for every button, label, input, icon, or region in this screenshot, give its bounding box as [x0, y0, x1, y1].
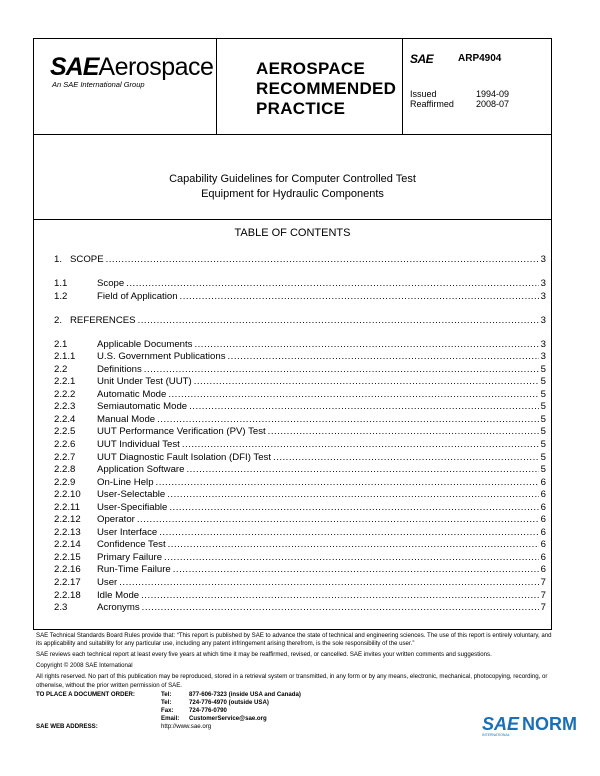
toc-entry-title: REFERENCES	[70, 314, 136, 326]
email-label: Email:	[161, 715, 180, 722]
toc-leader-dots	[126, 278, 538, 290]
watermark-brand: SAE	[482, 714, 520, 734]
toc-entry-page: 5	[540, 464, 546, 476]
toc-leader-dots	[141, 590, 539, 602]
toc-leader-dots	[142, 602, 539, 614]
toc-entry[interactable]	[54, 590, 546, 602]
toc-entry-number: 2.2.13	[54, 526, 81, 538]
toc-entry-title: Operator	[97, 514, 135, 526]
toc-entry-title: Application Software	[97, 464, 185, 476]
toc-entry-page: 5	[540, 438, 546, 450]
toc-leader-dots	[186, 464, 538, 476]
toc-entry[interactable]	[54, 502, 546, 514]
header-divider-1	[216, 39, 217, 134]
logo-brand: SAE	[50, 53, 99, 81]
toc-entry-number: 2.2.7	[54, 451, 76, 463]
toc-entry-number: 2.2.4	[54, 413, 76, 425]
toc-entry[interactable]	[54, 489, 546, 501]
toc-entry-title: UUT Individual Test	[97, 438, 180, 450]
reaffirmed-label: Reaffirmed	[410, 99, 454, 109]
toc-entry-number: 2.1	[54, 338, 68, 350]
toc-entry-number: 2.3	[54, 602, 68, 614]
toc-entry-number: 2.2.9	[54, 476, 76, 488]
watermark-word: NORM	[522, 714, 578, 734]
toc-entry-page: 3	[540, 314, 546, 326]
document-number: ARP4904	[458, 53, 502, 64]
toc-entry[interactable]	[54, 452, 546, 464]
document-title	[34, 172, 551, 202]
toc-entry-page: 5	[540, 451, 546, 463]
toc-leader-dots	[167, 489, 538, 501]
toc-entry-number: 2.2.17	[54, 577, 81, 588]
toc-entry[interactable]	[54, 439, 546, 451]
footer-review: SAE reviews each technical report at least every five years at which time it may be reaffirmed, revised, or cancelled. SAE invites your written comments and suggestions.	[36, 651, 492, 659]
toc-entry-number: 2.	[54, 314, 63, 326]
toc-entry-number: 1.2	[54, 290, 68, 302]
toc-leader-dots	[106, 254, 539, 266]
doc-type-line3: PRACTICE	[256, 99, 346, 118]
toc-entry-page: 6	[540, 564, 546, 576]
fax-label: Fax:	[161, 707, 174, 714]
toc-entry-title: Applicable Documents	[97, 338, 193, 350]
toc-leader-dots	[180, 291, 539, 303]
toc-leader-dots	[182, 439, 539, 451]
header-bottom-rule	[34, 134, 551, 135]
toc-leader-dots	[144, 364, 539, 376]
doc-type-line2: RECOMMENDED	[256, 79, 397, 98]
issued-row	[410, 89, 509, 99]
toc-entry-page: 6	[540, 501, 546, 513]
toc-entry-number: 1.1	[54, 278, 68, 289]
toc-entry[interactable]	[54, 552, 546, 564]
toc-leader-dots	[194, 376, 539, 388]
toc-entry[interactable]	[54, 426, 546, 438]
toc-leader-dots	[138, 315, 539, 327]
toc-entry-title: Field of Application	[97, 290, 178, 302]
toc-entry-number: 2.1.1	[54, 351, 76, 363]
toc-entry-number: 1.	[54, 254, 63, 265]
issued-label: Issued	[410, 89, 437, 99]
toc-entry-number: 2.2.12	[54, 514, 81, 526]
toc-entry[interactable]	[54, 254, 546, 266]
toc-entry-page: 5	[540, 426, 546, 438]
toc-entry[interactable]	[54, 376, 546, 388]
toc-entry-title: Unit Under Test (UUT)	[97, 376, 192, 388]
toc-leader-dots	[137, 514, 539, 526]
tel-label: Tel:	[161, 691, 172, 698]
toc-entry[interactable]	[54, 389, 546, 401]
toc-entry-page: 6	[540, 539, 546, 551]
toc-entry[interactable]	[54, 339, 546, 351]
order-label: TO PLACE A DOCUMENT ORDER:	[36, 691, 135, 698]
toc-entry-page: 5	[540, 413, 546, 425]
title-line1: Capability Guidelines for Computer Controlled Test	[169, 173, 416, 185]
toc-entry[interactable]	[54, 564, 546, 576]
toc-entry-page: 7	[540, 589, 546, 601]
toc-leader-dots	[189, 401, 539, 413]
footer-copyright: Copyright © 2008 SAE International	[36, 662, 133, 670]
toc-entry[interactable]	[54, 577, 546, 589]
toc-entry-title: Idle Mode	[97, 589, 140, 601]
toc-entry-title: User	[97, 577, 118, 588]
toc-leader-dots	[173, 564, 539, 576]
toc-entry-page: 5	[540, 388, 546, 400]
toc-entry-page: 3	[540, 290, 546, 302]
toc-leader-dots	[228, 351, 539, 363]
toc-leader-dots	[168, 389, 538, 401]
toc-entry[interactable]	[54, 464, 546, 476]
toc-entry-title: User-Specifiable	[97, 501, 168, 513]
footer-rules: SAE Technical Standards Board Rules provide that: “This report is published by SAE to advance the state of technical and engineering sciences. The use of this report is entirely voluntary, and its applicability and suitability for any particular use, including any patent infringement arising therefrom, is the sole responsibility of the user.”	[36, 632, 552, 648]
toc-entry-page: 3	[540, 338, 546, 350]
toc-heading: TABLE OF CONTENTS	[234, 227, 351, 239]
footer-legal	[36, 632, 556, 692]
toc-entry-title: U.S. Government Publications	[97, 351, 226, 363]
toc-entry-title: Acronyms	[97, 602, 140, 614]
title-line2: Equipment for Hydraulic Components	[201, 188, 384, 200]
toc-entry-number: 2.2.1	[54, 376, 76, 388]
tel-value: 877-606-7323 (inside USA and Canada)	[189, 691, 301, 698]
watermark-tagline: INTERNATIONAL	[482, 733, 510, 737]
toc-entry-title: Definitions	[97, 363, 142, 375]
tel2-value: 724-776-4970 (outside USA)	[189, 699, 269, 706]
toc-entry[interactable]	[54, 514, 546, 526]
toc-entry-number: 2.2.11	[54, 501, 80, 513]
logo-tagline: An SAE International Group	[52, 80, 145, 89]
document-type	[256, 59, 406, 119]
toc-entry-title: UUT Performance Verification (PV) Test	[97, 426, 266, 438]
toc-entry-page: 3	[540, 351, 546, 363]
toc-leader-dots	[156, 477, 539, 489]
reaffirmed-row	[410, 99, 509, 109]
toc-entry-page: 7	[540, 577, 546, 588]
toc-entry[interactable]	[54, 539, 546, 551]
toc-entry-title: Run-Time Failure	[97, 564, 171, 576]
logo-word: Aerospace	[98, 53, 214, 81]
toc-entry-number: 2.2.3	[54, 401, 76, 413]
sae-mark: SAE	[410, 52, 434, 66]
toc-entry[interactable]	[54, 278, 546, 290]
reaffirmed-value: 2008-07	[476, 99, 510, 109]
toc-entry[interactable]	[54, 414, 546, 426]
toc-entry-page: 6	[540, 476, 546, 488]
toc-entry-number: 2.2.18	[54, 589, 81, 601]
toc-entry-title: Semiautomatic Mode	[97, 401, 188, 413]
toc-leader-dots	[119, 577, 538, 589]
toc-entry[interactable]	[54, 364, 546, 376]
toc-entry[interactable]	[54, 291, 546, 303]
toc-entry-title: Confidence Test	[97, 539, 166, 551]
toc-entry-title: SCOPE	[70, 254, 104, 265]
toc-entry-page: 3	[540, 254, 546, 265]
toc-leader-dots	[168, 539, 539, 551]
sae-norm-watermark	[482, 714, 598, 737]
doc-type-line1: AEROSPACE	[256, 59, 366, 78]
toc-entry-number: 2.2.5	[54, 426, 76, 438]
toc-entry-page: 7	[540, 602, 546, 614]
toc-entry-number: 2.2	[54, 363, 68, 375]
email-value[interactable]: CustomerService@sae.org	[189, 715, 267, 722]
toc-entry-number: 2.2.8	[54, 464, 76, 476]
web-address[interactable]: http://www.sae.org	[161, 723, 212, 730]
toc-entry[interactable]	[54, 602, 546, 614]
toc-entry-number: 2.2.14	[54, 539, 81, 551]
toc-entry-number: 2.2.15	[54, 551, 81, 563]
toc-entry-page: 5	[540, 401, 546, 413]
toc-entry-title: Primary Failure	[97, 551, 163, 563]
toc-entry-page: 6	[540, 551, 546, 563]
footer-rights: All rights reserved. No part of this publication may be reproduced, stored in a retrieval system or transmitted, in any form or by any means, electronic, mechanical, photocopying, recording, or otherwise, without the prior written permission of SAE.	[36, 673, 548, 689]
toc-entry[interactable]	[54, 351, 546, 363]
fax-value: 724-776-0790	[189, 707, 227, 714]
toc-leader-dots	[159, 527, 538, 539]
toc-leader-dots	[273, 452, 539, 464]
toc-entry-title: User-Selectable	[97, 489, 166, 501]
toc-entry-number: 2.2.2	[54, 388, 76, 400]
toc-entry-page: 6	[540, 526, 546, 538]
toc-leader-dots	[268, 426, 539, 438]
toc-entry-number: 2.2.10	[54, 489, 81, 501]
toc-entry[interactable]	[54, 477, 546, 489]
toc-leader-dots	[194, 339, 538, 351]
document-frame	[33, 38, 552, 630]
tel2-label: Tel:	[161, 699, 172, 706]
toc-leader-dots	[164, 552, 539, 564]
title-bottom-rule	[34, 219, 551, 220]
issued-value: 1994-09	[476, 89, 510, 99]
toc-entry[interactable]	[54, 315, 546, 327]
toc-entry-page: 3	[540, 278, 546, 289]
web-label: SAE WEB ADDRESS:	[36, 723, 98, 730]
toc-leader-dots	[157, 414, 539, 426]
toc-entry-number: 2.2.6	[54, 438, 76, 450]
toc-entry[interactable]	[54, 401, 546, 413]
toc-entry-title: UUT Diagnostic Fault Isolation (DFI) Test	[97, 451, 271, 463]
toc-leader-dots	[169, 502, 538, 514]
toc-entry-title: Automatic Mode	[97, 388, 167, 400]
toc-entry-title: User Interface	[97, 526, 158, 538]
toc-entry-page: 6	[540, 514, 546, 526]
toc-entry-number: 2.2.16	[54, 564, 81, 576]
toc-entry-title: Scope	[97, 278, 125, 289]
toc-entry-page: 6	[540, 489, 546, 501]
sae-aerospace-logo	[50, 55, 213, 89]
toc-entry-title: On-Line Help	[97, 476, 154, 488]
toc-entry-title: Manual Mode	[97, 413, 156, 425]
toc-entry-page: 5	[540, 376, 546, 388]
toc-entry-page: 5	[540, 363, 546, 375]
toc-entry[interactable]	[54, 527, 546, 539]
